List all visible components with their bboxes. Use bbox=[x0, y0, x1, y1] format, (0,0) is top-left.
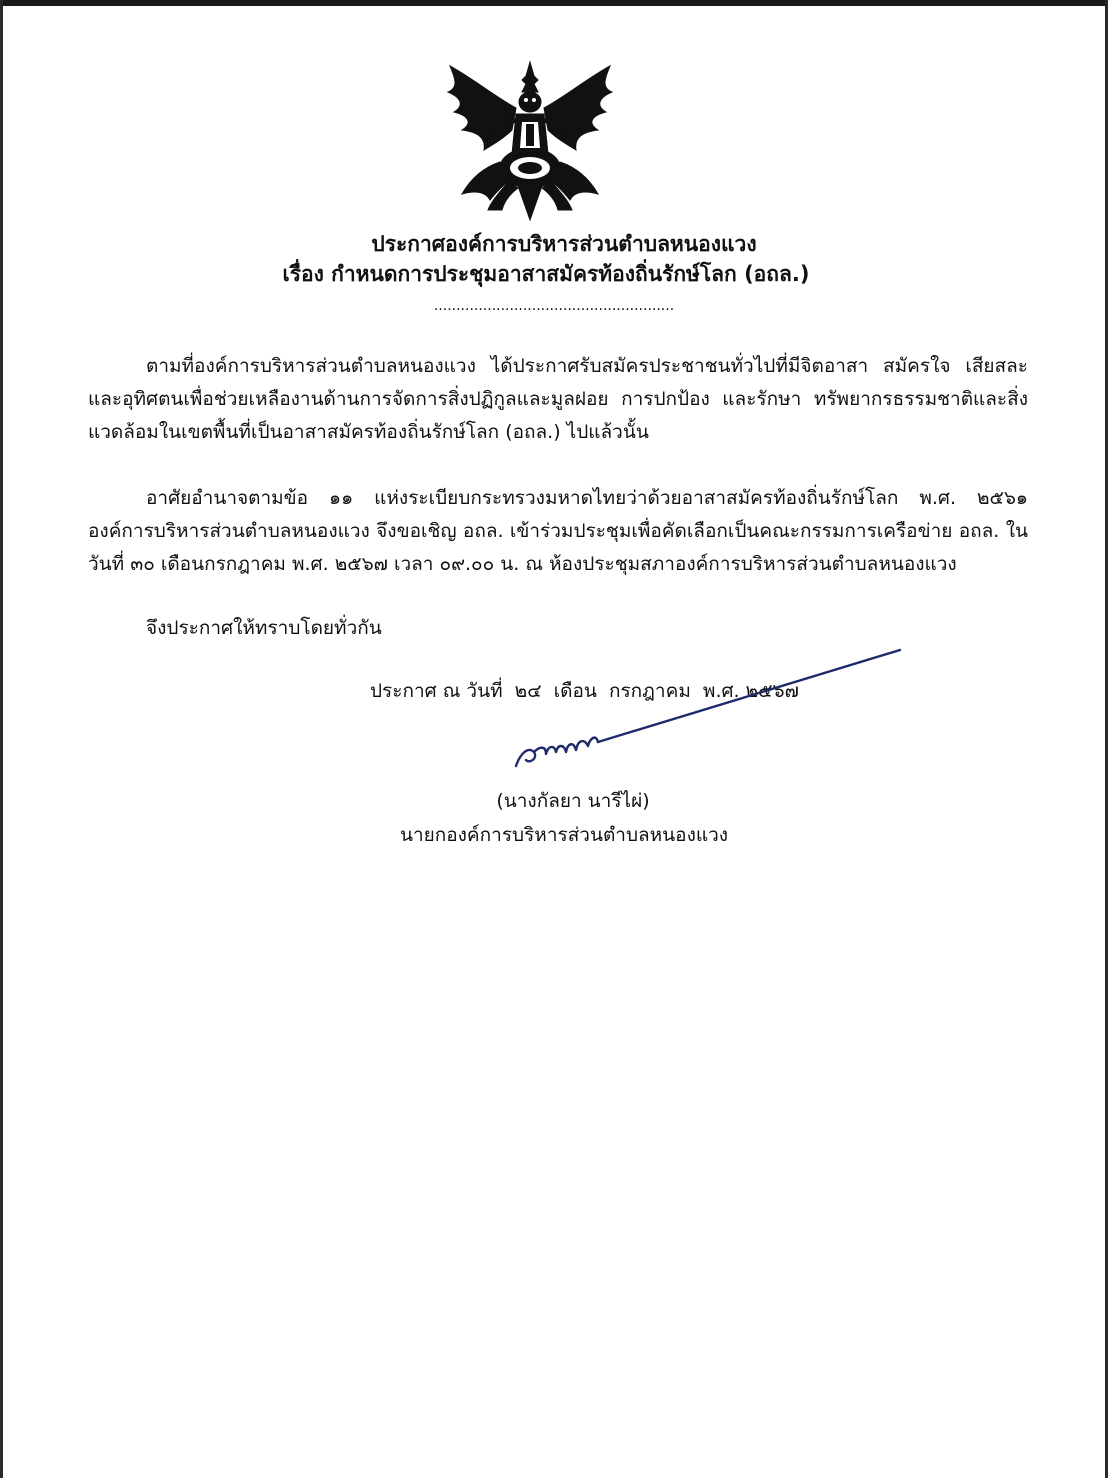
body-paragraph-1: ตามที่องค์การบริหารส่วนตำบลหนองแวง ได้ประกาศรับสมัครประชาชนทั่วไปที่มีจิตอาสา สมัครใจ เสียสละและอุทิศตนเพื่อช่วยเหลืองานด้านการจัดการสิ่งปฏิกูลและมูลฝอย การปกป้อง และรักษา ทรัพยากรธรรมชาติและสิ่งแวดล้อมในเขตพื้นที่เป็นอาสาสมัครท้องถิ่นรักษ์โลก (อถล.) ไปแล้วนั้น bbox=[88, 355, 1028, 443]
scan-border-left bbox=[0, 0, 3, 1478]
scan-border-top bbox=[0, 0, 1108, 6]
announcement-subject: เรื่อง กำหนดการประชุมอาสาสมัครท้องถิ่นรักษ์โลก (อถล.) bbox=[282, 262, 810, 286]
announcement-date: ประกาศ ณ วันที่ ๒๔ เดือน กรกฎาคม พ.ศ. ๒๕๖๗ bbox=[370, 680, 799, 702]
title-separator: ...................................................... bbox=[433, 298, 675, 314]
announcement-title: ประกาศองค์การบริหารส่วนตำบลหนองแวง bbox=[371, 232, 757, 256]
signatory-name: (นางกัลยา นารีไผ่) bbox=[496, 790, 650, 812]
signatory-position: นายกองค์การบริหารส่วนตำบลหนองแวง bbox=[399, 824, 729, 846]
body-paragraph-3: จึงประกาศให้ทราบโดยทั่วกัน bbox=[146, 617, 382, 639]
garuda-emblem-icon bbox=[442, 58, 618, 222]
handwritten-signature bbox=[512, 642, 904, 778]
body-paragraph-2: อาศัยอำนาจตามข้อ ๑๑ แห่งระเบียบกระทรวงมหาดไทยว่าด้วยอาสาสมัครท้องถิ่นรักษ์โลก พ.ศ. ๒๕๖๑ องค์การบริหารส่วนตำบลหนองแวง จึงขอเชิญ อถล. เข้าร่วมประชุมเพื่อคัดเลือกเป็นคณะกรรมการเครือข่าย อถล. ในวันที่ ๓๐ เดือนกรกฎาคม พ.ศ. ๒๕๖๗ เวลา ๐๙.๐๐ น. ณ ห้องประชุมสภาองค์การบริหารส่วนตำบลหนองแวง bbox=[88, 487, 1028, 575]
